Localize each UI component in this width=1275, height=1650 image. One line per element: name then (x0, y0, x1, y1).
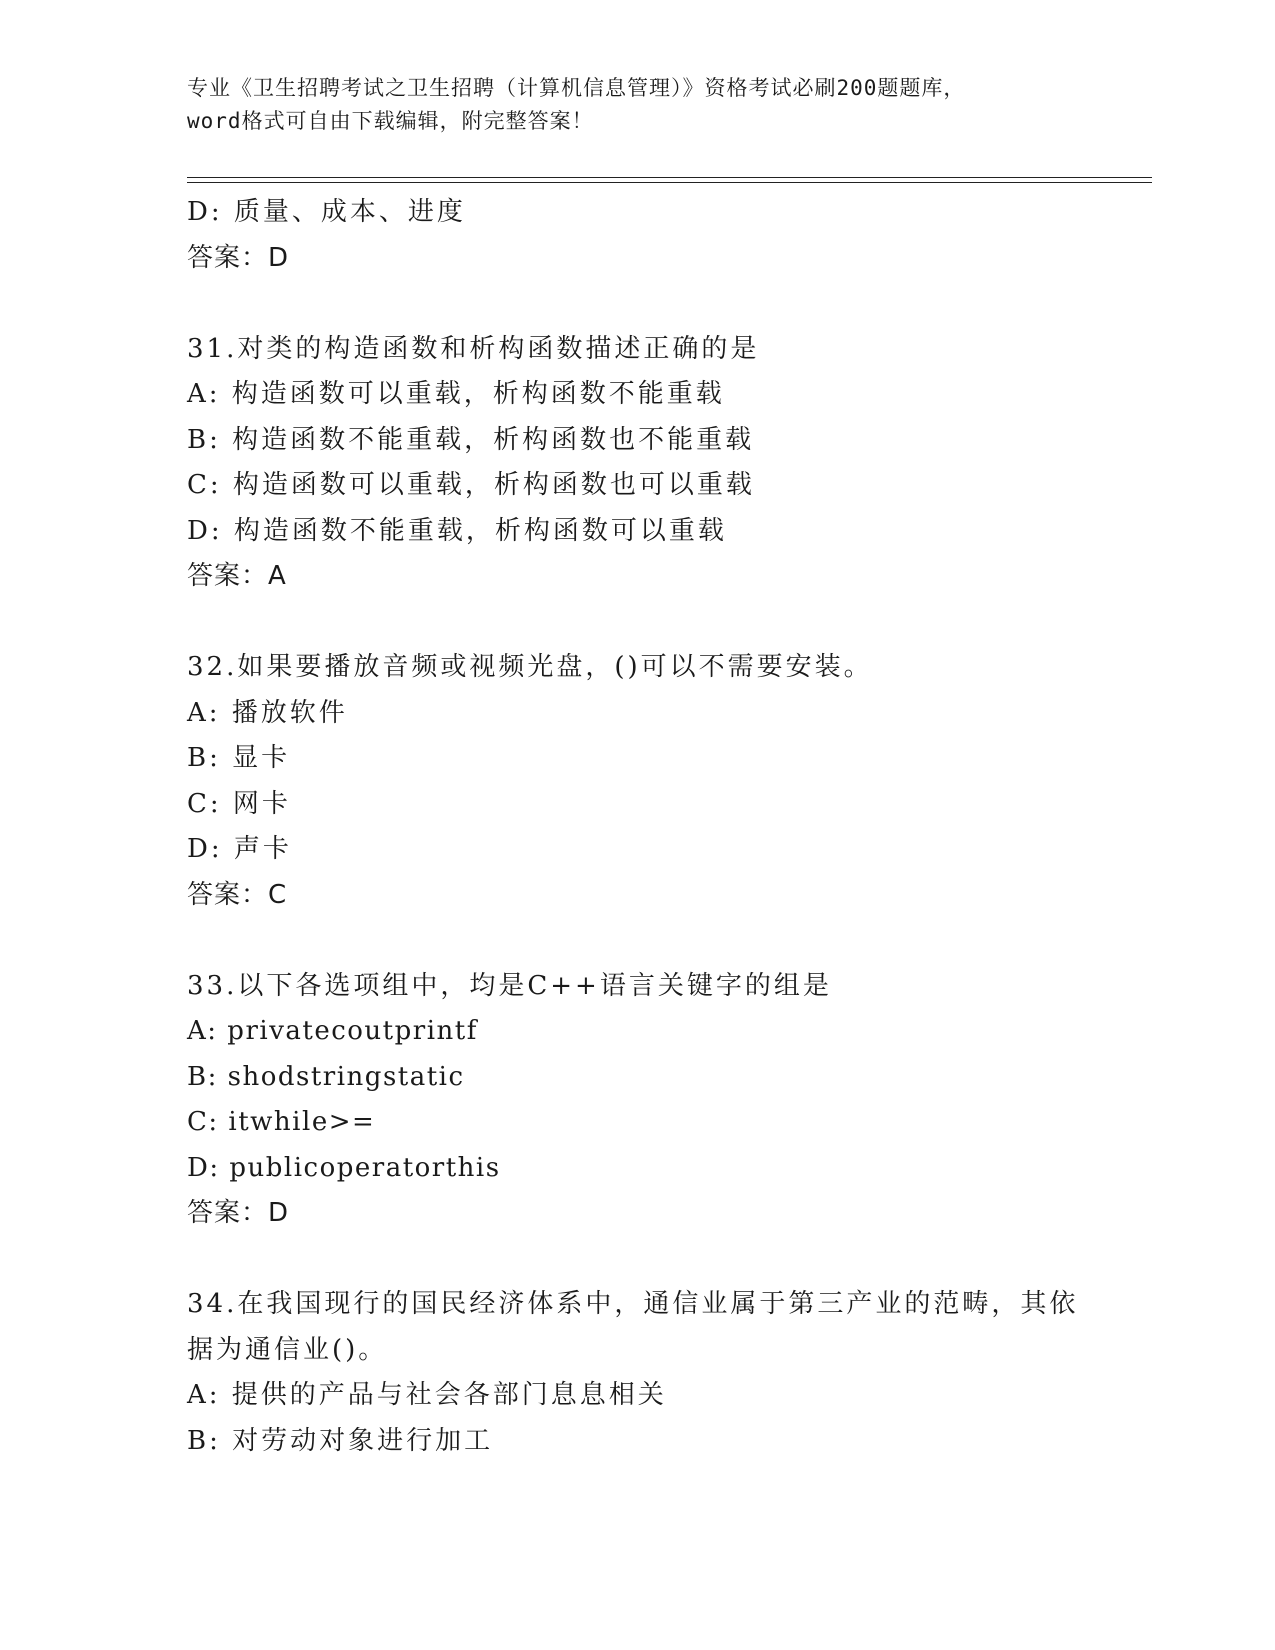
question-text: 32.如果要播放音频或视频光盘，()可以不需要安装。 (187, 652, 873, 682)
answer-label: 答案：A (187, 561, 287, 591)
question-text-line-1: 34.在我国现行的国民经济体系中，通信业属于第三产业的范畴，其依 (187, 1289, 1079, 1319)
option-b: B: 构造函数不能重载，析构函数也不能重载 (187, 424, 755, 455)
option-c: C: 构造函数可以重载，析构函数也可以重载 (187, 470, 755, 500)
option-b: B: 显卡 (187, 743, 291, 773)
prev-question-answer: 答案：D (187, 242, 290, 273)
option-a: A: 构造函数可以重载，析构函数不能重载 (187, 379, 725, 409)
option-d: D: 构造函数不能重载，析构函数可以重载 (187, 515, 727, 546)
option-c: C: 网卡 (187, 788, 291, 819)
question-31 (187, 327, 1147, 600)
prev-question-option-d: D: 质量、成本、进度 (187, 197, 466, 227)
header-divider-bottom (187, 182, 1152, 183)
option-c: C: itwhile>= (187, 1107, 376, 1137)
option-b: B: 对劳动对象进行加工 (187, 1425, 494, 1456)
spacer (187, 1237, 1147, 1283)
question-32 (187, 645, 1147, 918)
option-b: B: shodstringstatic (187, 1061, 465, 1092)
option-d: D: 声卡 (187, 834, 292, 864)
question-34 (187, 1282, 1147, 1464)
spacer (187, 600, 1147, 646)
spacer (187, 281, 1147, 327)
spacer (187, 918, 1147, 964)
question-text-line-2: 据为通信业()。 (187, 1334, 388, 1365)
question-list (187, 190, 1147, 1464)
question-text: 33.以下各选项组中，均是C++语言关键字的组是 (187, 970, 832, 1001)
header-title-line-1: 专业《卫生招聘考试之卫生招聘（计算机信息管理）》资格考试必刷200题题库， (187, 76, 966, 100)
option-a: A: privatecoutprintf (187, 1016, 478, 1046)
header-divider-top (187, 177, 1152, 178)
question-text: 31.对类的构造函数和析构函数描述正确的是 (187, 333, 760, 364)
question-33 (187, 964, 1147, 1237)
answer-label: 答案：D (187, 1198, 290, 1228)
answer-label: 答案：C (187, 879, 288, 910)
document-header (187, 72, 1087, 138)
option-a: A: 播放软件 (187, 697, 348, 728)
header-title-line-2: word格式可自由下载编辑，附完整答案！ (187, 109, 594, 133)
option-d: D: publicoperatorthis (187, 1152, 501, 1183)
option-a: A: 提供的产品与社会各部门息息相关 (187, 1380, 667, 1410)
